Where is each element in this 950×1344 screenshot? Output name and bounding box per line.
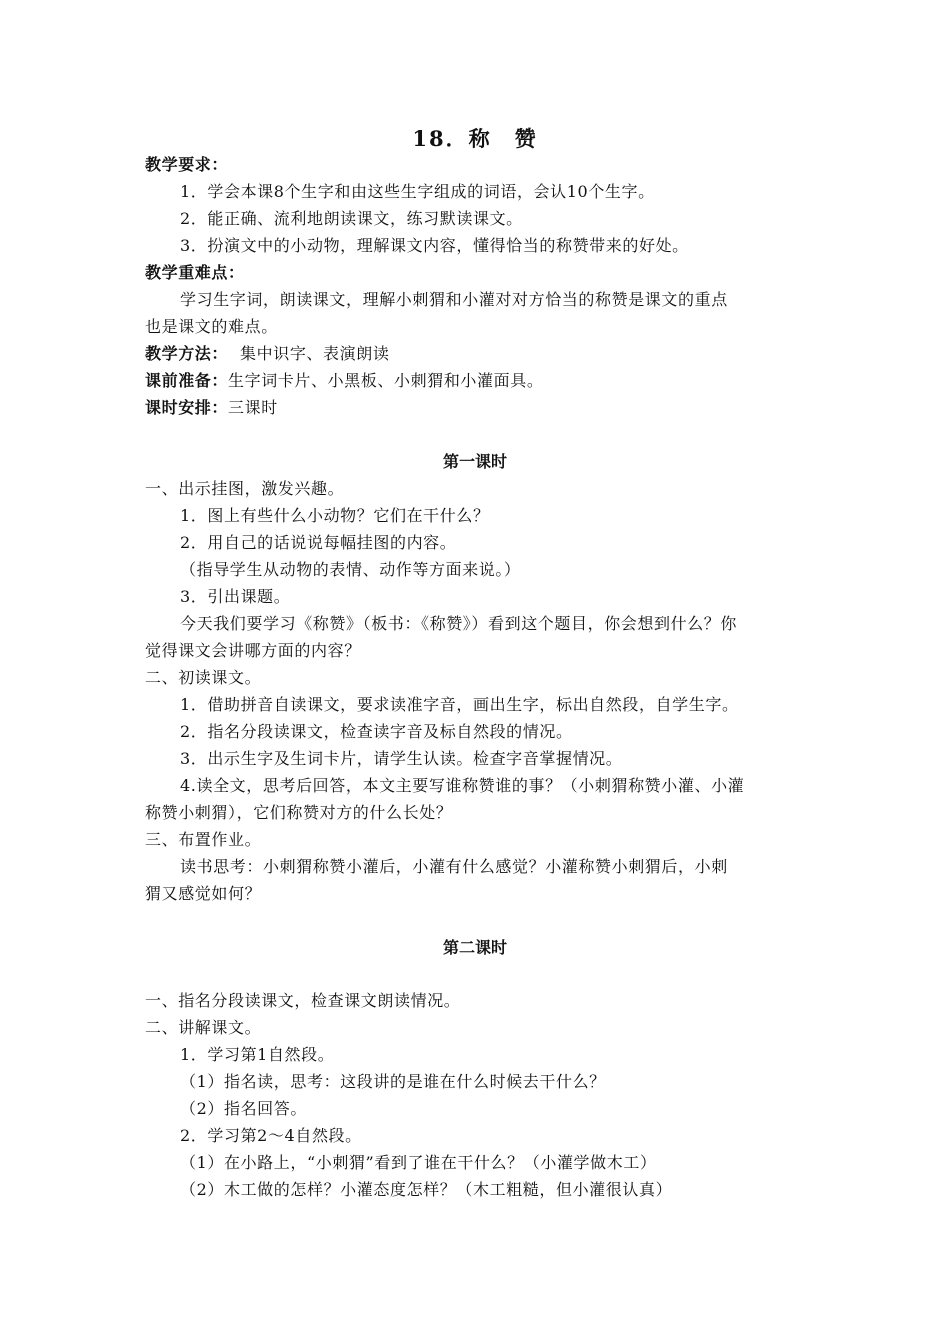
lesson2-line: （2）指名回答。 xyxy=(180,1099,307,1118)
lesson-title: 18．称 赞 xyxy=(412,126,538,151)
schedule-row xyxy=(145,395,278,421)
method-value: 集中识字、表演朗读 xyxy=(240,344,390,363)
requirement-item: 3．扮演文中的小动物，理解课文内容，懂得恰当的称赞带来的好处。 xyxy=(180,236,689,255)
lesson1-line: 4.读全文，思考后回答，本文主要写谁称赞谁的事？（小刺猬称赞小灌、小灌 xyxy=(180,776,745,795)
lesson2-line: （1）指名读，思考：这段讲的是谁在什么时候去干什么？ xyxy=(180,1072,606,1091)
lesson1-line: 读书思考：小刺猬称赞小灌后，小灌有什么感觉？小灌称赞小刺猬后，小刺 xyxy=(180,857,728,876)
lesson1-heading: 第一课时 xyxy=(442,452,507,471)
requirements-heading: 教学要求： xyxy=(145,155,229,174)
schedule-label: 课时安排： xyxy=(145,398,229,417)
key-points-text: 也是课文的难点。 xyxy=(145,317,278,336)
lesson1-line: （指导学生从动物的表情、动作等方面来说。） xyxy=(180,560,521,579)
lesson1-line: 2．指名分段读课文，检查读字音及标自然段的情况。 xyxy=(180,722,573,741)
requirement-item: 1．学会本课8个生字和由这些生字组成的词语，会认10个生字。 xyxy=(180,182,655,201)
lesson2-line: 1．学习第1自然段。 xyxy=(180,1045,335,1064)
preparation-value: 生字词卡片、小黑板、小刺猬和小灌面具。 xyxy=(228,371,544,390)
key-points-heading: 教学重难点： xyxy=(145,263,245,282)
lesson1-line: 3．出示生字及生词卡片，请学生认读。检查字音掌握情况。 xyxy=(180,749,623,768)
lesson1-line: 觉得课文会讲哪方面的内容？ xyxy=(145,641,361,660)
method-label: 教学方法： xyxy=(145,344,229,363)
schedule-value: 三课时 xyxy=(228,398,278,417)
requirement-item: 2．能正确、流利地朗读课文，练习默读课文。 xyxy=(180,209,523,228)
method-row xyxy=(145,341,389,367)
lesson2-heading: 第二课时 xyxy=(442,938,507,957)
lesson2-line: 二、讲解课文。 xyxy=(145,1018,262,1037)
preparation-label: 课前准备： xyxy=(145,371,229,390)
lesson1-line: 1．图上有些什么小动物？它们在干什么？ xyxy=(180,506,490,525)
lesson1-line: 三、布置作业。 xyxy=(145,830,262,849)
key-points-text: 学习生字词，朗读课文，理解小刺猬和小灌对对方恰当的称赞是课文的重点 xyxy=(180,290,728,309)
lesson2-line: （2）木工做的怎样？小灌态度怎样？（木工粗糙，但小灌很认真） xyxy=(180,1180,673,1199)
lesson1-line: 今天我们要学习《称赞》（板书：《称赞》）看到这个题目，你会想到什么？你 xyxy=(180,614,738,633)
lesson2-line: 一、指名分段读课文，检查课文朗读情况。 xyxy=(145,991,461,1010)
lesson2-line: 2．学习第2～4自然段。 xyxy=(180,1126,362,1145)
lesson1-line: 1．借助拼音自读课文，要求读准字音，画出生字，标出自然段，自学生字。 xyxy=(180,695,739,714)
lesson1-line: 二、初读课文。 xyxy=(145,668,262,687)
lesson1-line: 3．引出课题。 xyxy=(180,587,291,606)
lesson1-line: 2．用自己的话说说每幅挂图的内容。 xyxy=(180,533,457,552)
lesson1-line: 一、出示挂图，激发兴趣。 xyxy=(145,479,345,498)
lesson1-line: 称赞小刺猬），它们称赞对方的什么长处？ xyxy=(145,803,453,822)
preparation-row xyxy=(145,368,543,394)
lesson1-line: 猬又感觉如何？ xyxy=(145,884,262,903)
lesson2-line: （1）在小路上，“小刺猬”看到了谁在干什么？（小灌学做木工） xyxy=(180,1153,657,1172)
